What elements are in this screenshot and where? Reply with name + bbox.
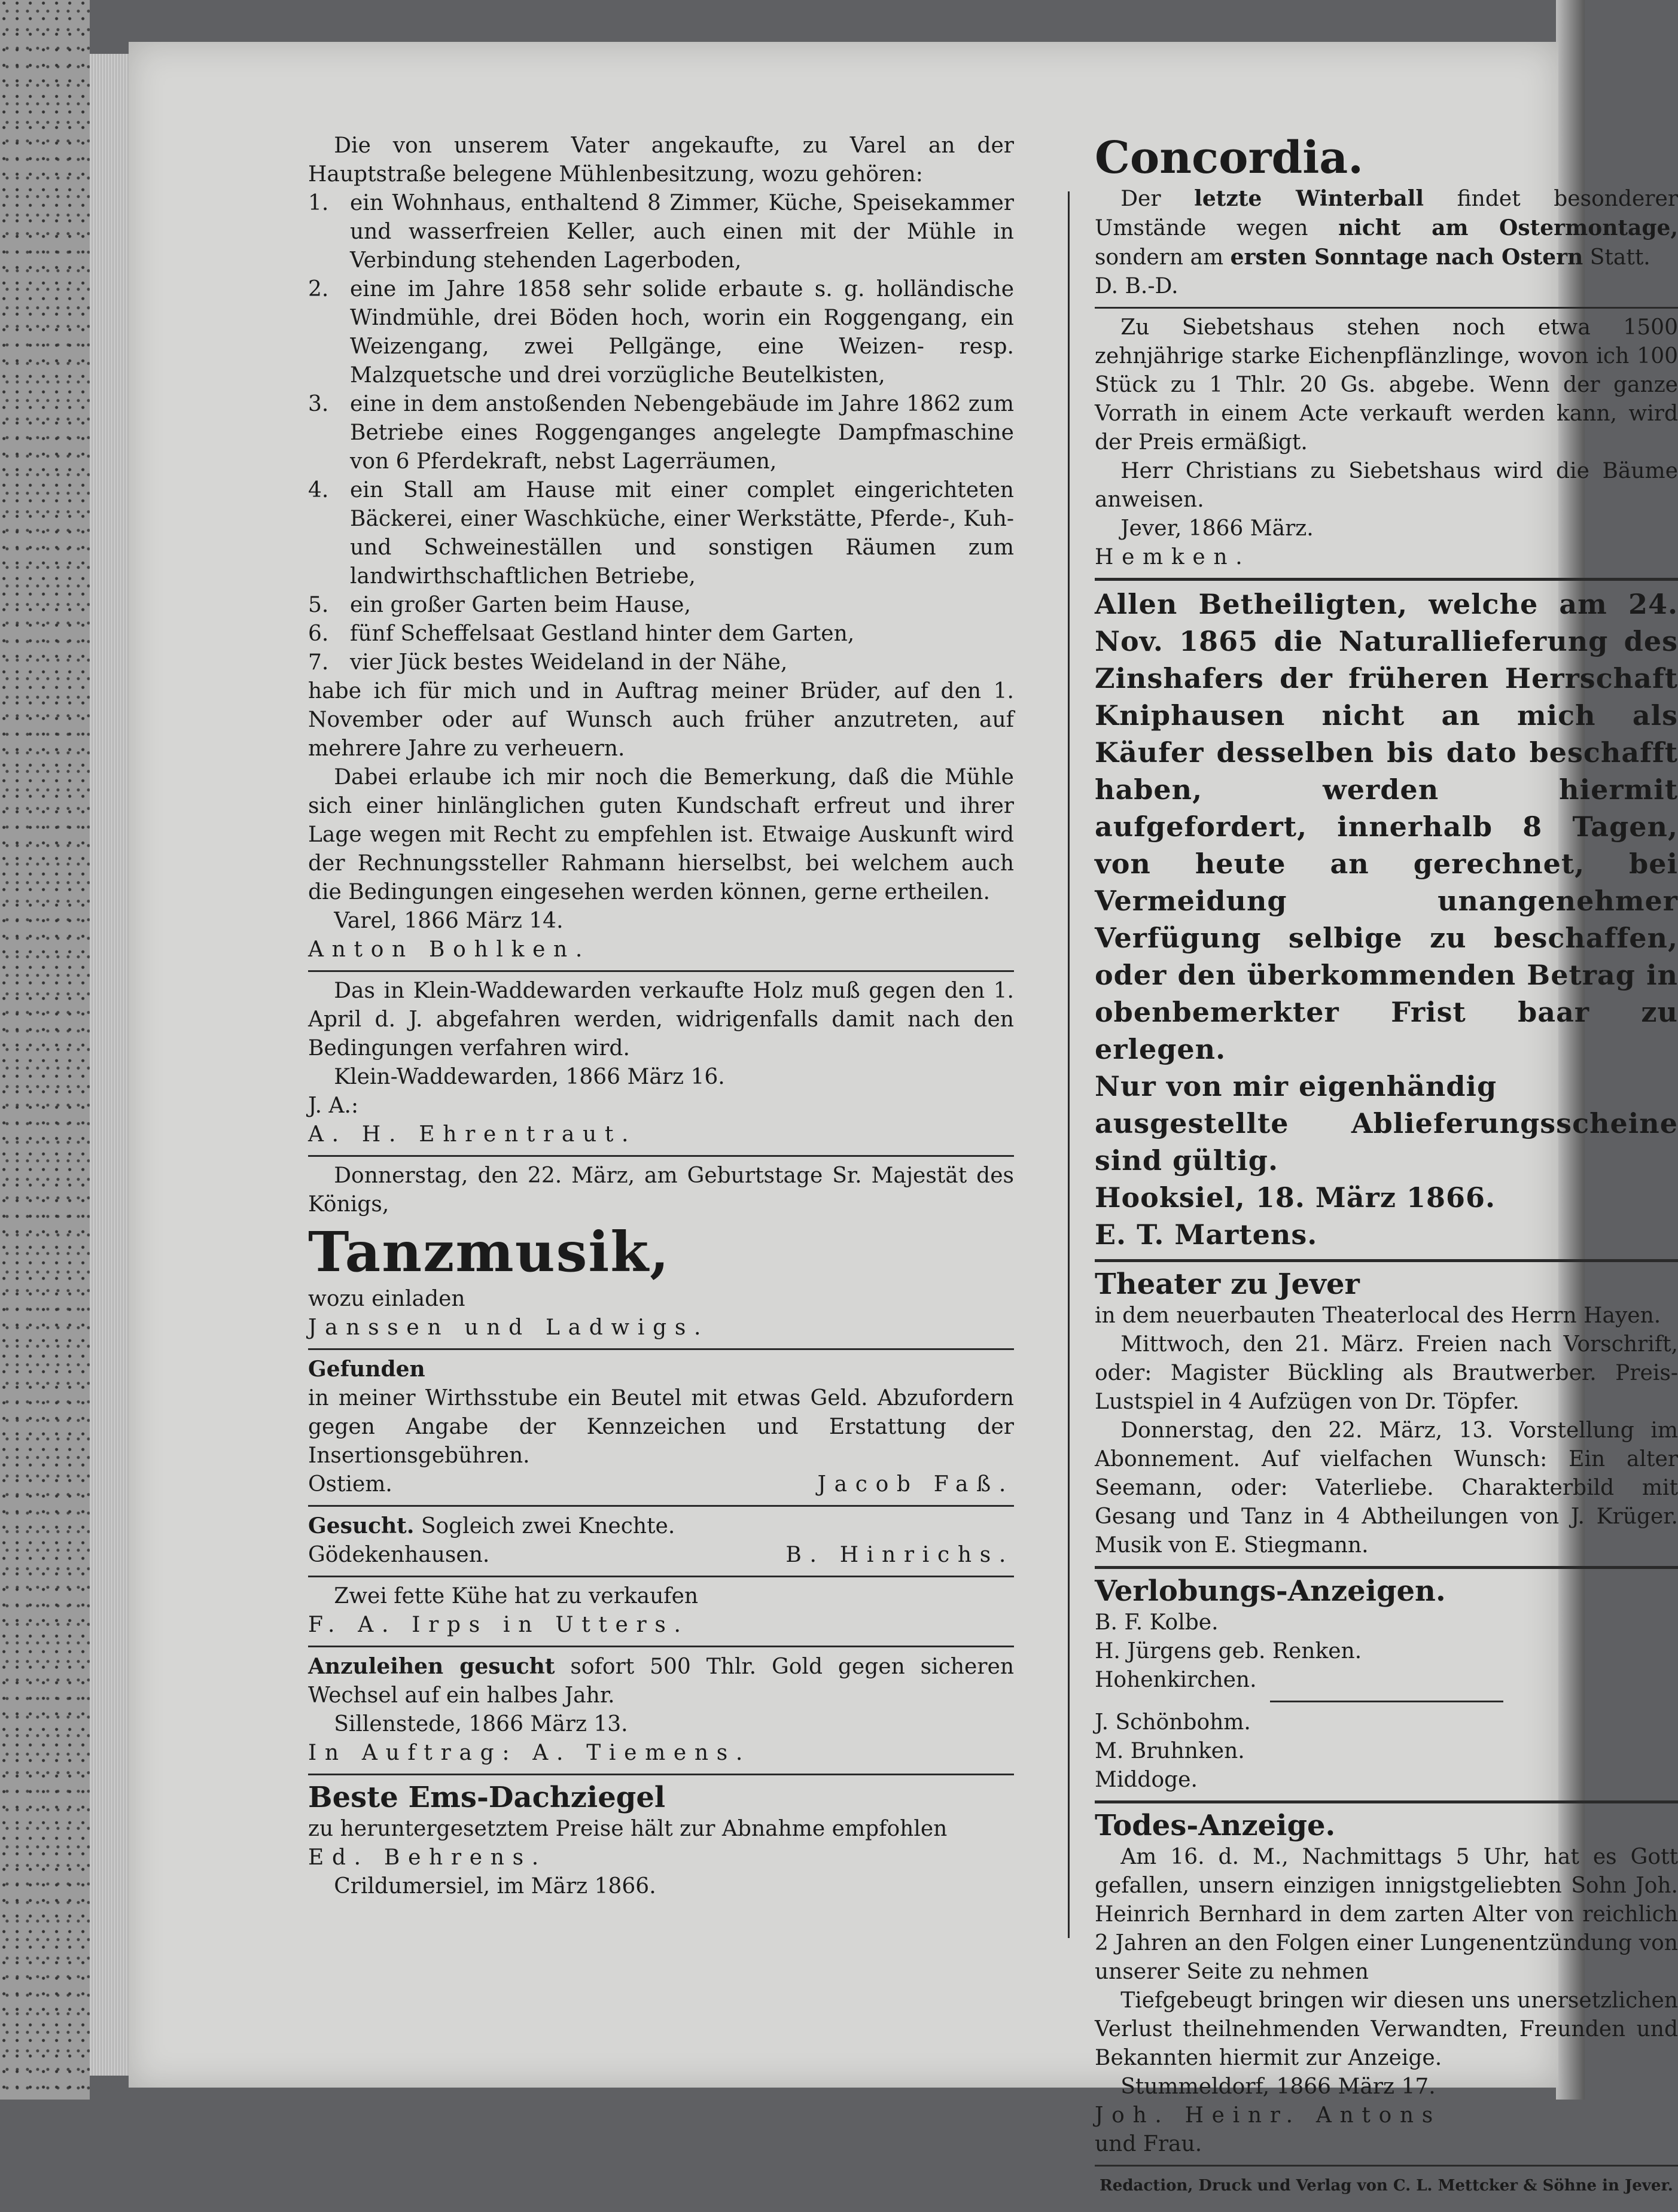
mill-items-list	[308, 189, 1014, 677]
concordia-signature: D. B.-D.	[1095, 274, 1178, 298]
cows-text: Zwei fette Kühe hat zu verkaufen	[334, 1584, 699, 1608]
page-edges	[90, 54, 132, 2076]
concordia-text: Der letzte Winterball findet besonderer Umstände wegen nicht am Ostermontage, sondern am ersten Sonntage nach Ostern Statt.	[1095, 186, 1678, 270]
list-item: 5. ein großer Garten beim Hause,	[308, 593, 691, 617]
engagement-line: H. Jürgens geb. Renken.	[1095, 1639, 1362, 1663]
oats-notice-a: Nur von mir eigenhändig	[1095, 1070, 1497, 1102]
wood-text: Das in Klein-Waddewarden verkaufte Holz muß gegen den 1. April d. J. abgefahren werden, widrigenfalls damit nach den Bedingungen verfahren wird.	[308, 979, 1014, 1061]
imprint: Redaction, Druck und Verlag von C. L. Mettcker & Söhne in Jever.	[1100, 2177, 1673, 2195]
column-divider	[1068, 191, 1070, 1938]
engagement-line: Middoge.	[1095, 1768, 1198, 1792]
divider	[1095, 1800, 1678, 1803]
divider	[308, 1774, 1014, 1775]
list-item: 6. fünf Scheffelsaat Gestland hinter dem Garten,	[308, 621, 855, 646]
engagement-line: J. Schönbohm.	[1095, 1710, 1251, 1735]
found-headline: Gefunden	[308, 1357, 425, 1382]
engagement-line: B. F. Kolbe.	[1095, 1610, 1219, 1635]
list-item: 2. eine im Jahre 1858 sehr solide erbaute s. g. holländische Windmühle, drei Böden hoch, worin ein Roggengang, ein Weizengang, zwei Pellgänge, eine Weizen- resp. Malzquetsche und drei vorzügliche Beutelkisten,	[308, 277, 1014, 388]
oak-signature: Hemken.	[1095, 545, 1251, 569]
loan-ad	[308, 1652, 1014, 1768]
right-column	[1095, 132, 1678, 2212]
mill-intro: Die von unserem Vater angekaufte, zu Varel an der Hauptstraße belegene Mühlenbesitzung, wozu gehören:	[308, 133, 1014, 187]
loan-place-date: Sillenstede, 1866 März 13.	[334, 1712, 628, 1736]
oats-text: Allen Betheiligten, welche am 24. Nov. 1865 die Naturallieferung des Zinshafers der früheren Herrschaft Kniphausen nicht an mich als Käufer desselben bis dato beschafft haben, werden hiermit aufgefordert, innerhalb 8 Tagen, von heute an gerechnet, bei Vermeidung unangenehmer Verfügung selbige zu beschaffen, oder den überkommenden Betrag in obenbemerkter Frist baar zu erlegen.	[1095, 588, 1678, 1065]
found-footer	[308, 1470, 1014, 1499]
divider	[308, 1348, 1014, 1350]
theater-p1: Mittwoch, den 21. März. Freien nach Vorschrift, oder: Magister Bückling als Brautwerber. Preis-Lustspiel in 4 Aufzügen von Dr. Töpfer.	[1095, 1332, 1678, 1414]
engagement-headline: Verlobungs-Anzeigen.	[1095, 1574, 1446, 1608]
wanted-signature: B. Hinrichs.	[785, 1543, 1014, 1567]
theater-p2: Donnerstag, den 22. März, 13. Vorstellung im Abonnement. Auf vielfachen Wunsch: Ein alter Seemann, oder: Vaterliebe. Charakterbild mit Gesang und Tanz in 4 Abtheilungen von J. Krüger. Musik von E. Stiegmann.	[1095, 1418, 1678, 1558]
divider	[1095, 578, 1678, 581]
divider	[308, 970, 1014, 972]
concordia-ad	[1095, 132, 1678, 301]
list-item: 1. ein Wohnhaus, enthaltend 8 Zimmer, Küche, Speisekammer und wasserfreien Keller, auch einen mit der Mühle in Verbindung stehenden Lagerboden,	[308, 191, 1014, 273]
wanted-line: Gesucht. Sogleich zwei Knechte.	[308, 1513, 675, 1538]
tiles-place-date: Crildumersiel, im März 1866.	[334, 1874, 656, 1899]
wanted-place: Gödekenhausen.	[308, 1543, 490, 1567]
cows-ad	[308, 1582, 1014, 1640]
tiles-headline: Beste Ems-Dachziegel	[308, 1781, 666, 1814]
mill-signature: Anton Bohlken.	[308, 937, 591, 962]
tiles-text: zu heruntergesetztem Preise hält zur Abnahme empfohlen	[308, 1817, 948, 1841]
theater-ad	[1095, 1267, 1678, 1560]
engagement-line: M. Bruhnken.	[1095, 1739, 1245, 1763]
book-gutter	[0, 0, 90, 2100]
oats-place-date: Hooksiel, 18. März 1866.	[1095, 1181, 1496, 1214]
divider	[308, 1576, 1014, 1577]
found-ad	[308, 1355, 1014, 1499]
list-item: 4. ein Stall am Hause mit einer complet eingerichteten Bäckerei, einer Waschküche, einer Werkstätte, Pferde-, Kuh- und Schweineställen und sonstigen Räumen zum landwirthschaftlichen Betriebe,	[308, 478, 1014, 589]
wood-signature: A. H. Ehrentraut.	[308, 1122, 637, 1147]
wood-place-date: Klein-Waddewarden, 1866 März 16.	[334, 1065, 725, 1089]
newspaper-page	[129, 42, 1678, 2195]
mill-place-date: Varel, 1866 März 14.	[334, 909, 564, 933]
death-signature-2: und Frau.	[1095, 2132, 1202, 2156]
found-signature: Jacob Faß.	[817, 1472, 1014, 1497]
tiles-signature: Ed. Behrens.	[308, 1845, 547, 1870]
divider	[308, 1155, 1014, 1157]
divider	[1095, 2165, 1678, 2167]
wood-ia: J. A.:	[308, 1093, 359, 1118]
theater-headline: Theater zu Jever	[1095, 1268, 1360, 1301]
list-item: 3. eine in dem anstoßenden Nebengebäude im Jahre 1862 zum Betriebe eines Roggenganges angelegte Dampfmaschine von 6 Pferdekraft, nebst Lagerräumen,	[308, 392, 1014, 474]
dance-signature: Janssen und Ladwigs.	[308, 1315, 709, 1340]
concordia-headline: Concordia.	[1095, 132, 1364, 184]
mill-body: habe ich für mich und in Auftrag meiner Brüder, auf den 1. November oder auf Wunsch auch früher anzutreten, auf mehrere Jahre zu verheuern.	[308, 679, 1014, 761]
engagement-line: Hohenkirchen.	[1095, 1668, 1257, 1692]
oats-signature: E. T. Martens.	[1095, 1218, 1318, 1251]
mill-lease-ad	[308, 132, 1014, 964]
dance-invite: wozu einladen	[308, 1287, 465, 1311]
death-signature: Joh. Heinr. Antons	[1095, 2103, 1441, 2128]
death-headline: Todes-Anzeige.	[1095, 1809, 1336, 1842]
list-item: 7. vier Jück bestes Weideland in der Nähe,	[308, 650, 788, 675]
left-column	[308, 132, 1014, 1907]
oats-delivery-notice	[1095, 586, 1678, 1253]
theater-sub: in dem neuerbauten Theaterlocal des Herrn Hayen.	[1095, 1303, 1661, 1328]
dance-intro: Donnerstag, den 22. März, am Geburtstage Sr. Majestät des Königs,	[308, 1163, 1014, 1217]
death-text-2: Tiefgebeugt bringen wir diesen uns unersetzlichen Verlust theilnehmenden Verwandten, Freunden und Bekannten hiermit zur Anzeige.	[1095, 1988, 1678, 2070]
oak-place-date: Jever, 1866 März.	[1120, 516, 1314, 541]
dance-headline: Tanzmusik,	[308, 1220, 671, 1284]
wood-ad	[308, 977, 1014, 1149]
mill-body-2: Dabei erlaube ich mir noch die Bemerkung, daß die Mühle sich einer hinlänglichen guten Kundschaft erfreut und ihrer Lage wegen mit Recht zu empfehlen ist. Etwaige Auskunft wird der Rechnungssteller Rahmann hierselbst, bei welchem auch die Bedingungen eingesehen werden können, gerne ertheilen.	[308, 765, 1014, 904]
divider	[1095, 1566, 1678, 1569]
found-place: Ostiem.	[308, 1472, 392, 1497]
oak-saplings-ad	[1095, 313, 1678, 572]
death-notice	[1095, 1808, 1678, 2159]
oak-text-2: Herr Christians zu Siebetshaus wird die Bäume anweisen.	[1095, 459, 1678, 512]
dance-music-ad	[308, 1162, 1014, 1342]
found-text: in meiner Wirthsstube ein Beutel mit etwas Geld. Abzufordern gegen Angabe der Kennzeichen und Erstattung der Insertionsgebühren.	[308, 1386, 1014, 1468]
loan-text: Anzuleihen gesucht sofort 500 Thlr. Gold gegen sicheren Wechsel auf ein halbes Jahr.	[308, 1654, 1015, 1708]
divider	[1095, 307, 1678, 309]
divider	[1095, 1259, 1678, 1262]
roof-tiles-ad	[308, 1780, 1014, 1901]
wanted-footer	[308, 1541, 1014, 1570]
death-place-date: Stummeldorf, 1866 März 17.	[1120, 2074, 1436, 2099]
engagement-ad	[1095, 1574, 1678, 1794]
oats-notice-b: ausgestellte Ablieferungsscheine sind gültig.	[1095, 1107, 1678, 1177]
cows-signature: F. A. Irps in Utters.	[308, 1613, 689, 1637]
death-text: Am 16. d. M., Nachmittags 5 Uhr, hat es Gott gefallen, unsern einzigen innigstgeliebten Sohn Joh. Heinrich Bernhard in dem zarten Alter von reichlich 2 Jahren an den Folgen einer Lungenentzündung von unserer Seite zu nehmen	[1095, 1845, 1678, 1984]
divider	[308, 1505, 1014, 1507]
wanted-ad	[308, 1512, 1014, 1570]
divider	[308, 1646, 1014, 1647]
divider	[1270, 1701, 1503, 1702]
oak-text: Zu Siebetshaus stehen noch etwa 1500 zehnjährige starke Eichenpflänzlinge, wovon ich 100 Stück zu 1 Thlr. 20 Gs. abgebe. Wenn der ganze Vorrath in einem Acte verkauft werden kann, wird der Preis ermäßigt.	[1095, 315, 1678, 455]
loan-signature: In Auftrag: A. Tiemens.	[308, 1741, 751, 1765]
